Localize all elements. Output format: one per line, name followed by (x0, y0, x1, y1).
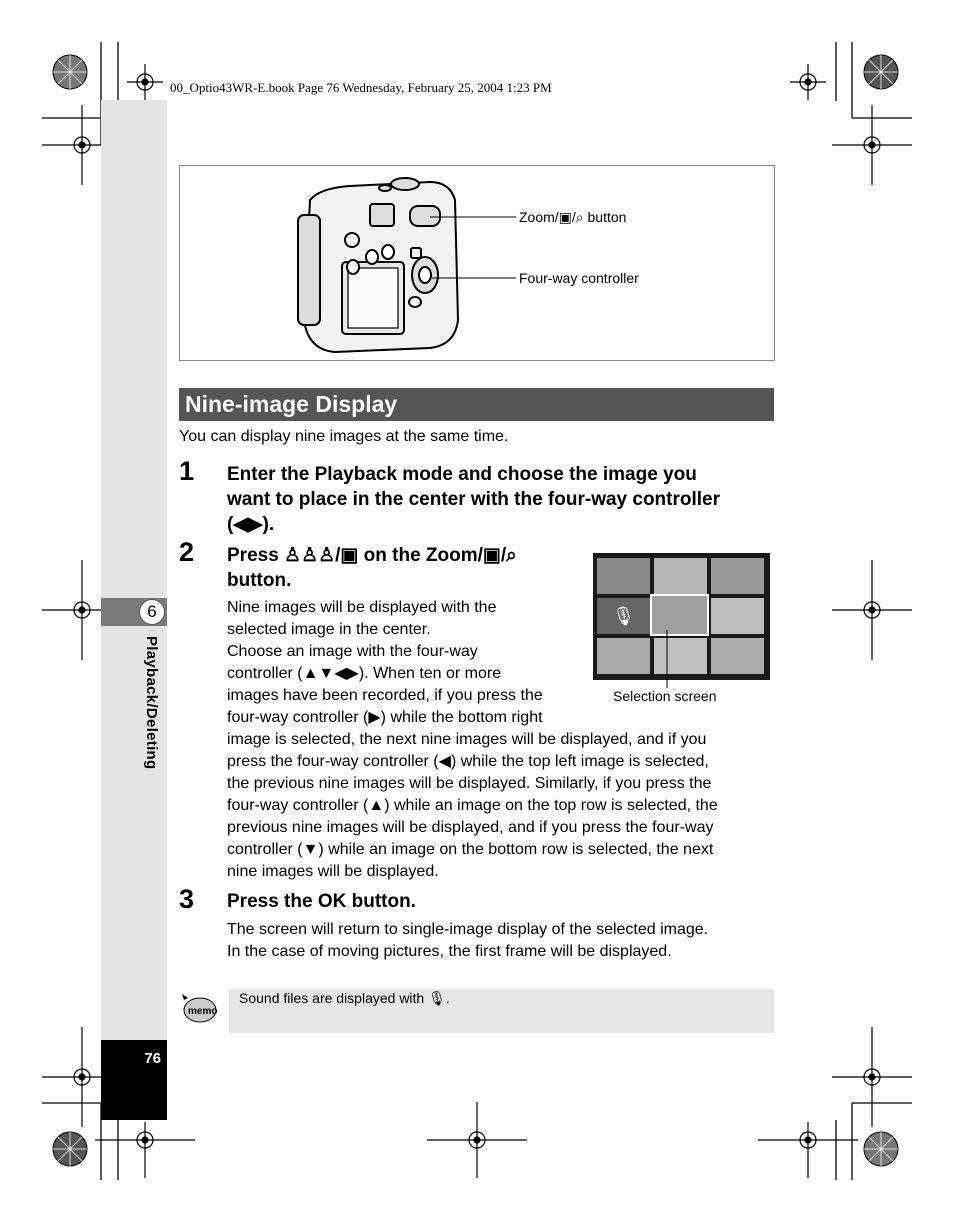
thumbnail (654, 558, 707, 594)
body-line: four-way controller (▲) while an image on the top row is selected, the (227, 797, 718, 814)
step-1-title (227, 462, 777, 537)
section-intro: You can display nine images at the same time. (179, 428, 509, 445)
step-2-title-line: button. (227, 570, 292, 591)
step-1-number: 1 (179, 456, 195, 486)
body-line: images have been recorded, if you press the (227, 687, 543, 704)
four-way-controller-label: Four-way controller (519, 270, 639, 286)
section-heading: Nine-image Display (179, 388, 774, 421)
body-line: image is selected, the next nine images will be displayed, and if you (227, 731, 707, 748)
thumbnail (597, 558, 650, 594)
step-3-title (227, 889, 772, 914)
memo-icon-text: memo (188, 1006, 218, 1017)
page-number: 76 (144, 1050, 161, 1067)
thumbnail (711, 598, 764, 634)
zoom-button-label: Zoom/▣/⌕ button (519, 209, 627, 225)
body-line: controller (▼) while an image on the bottom row is selected, the next (227, 841, 714, 858)
thumbnail (597, 638, 650, 674)
step-1-title-line: Enter the Playback mode and choose the image you (227, 464, 697, 485)
step-2-title (227, 543, 587, 593)
caption-pointer (660, 630, 680, 690)
body-line: selected image in the center. (227, 621, 431, 638)
body-line: previous nine images will be displayed, and if you press the four-way (227, 819, 714, 836)
body-line: nine images will be displayed. (227, 863, 439, 880)
body-line: the previous nine images will be displayed. Similarly, if you press the (227, 775, 712, 792)
selection-screen-caption: Selection screen (613, 688, 717, 704)
body-line: four-way controller (▶) while the bottom right (227, 709, 543, 726)
thumbnail (711, 638, 764, 674)
chapter-title: Playback/Deleting (143, 636, 160, 770)
selection-screen (593, 553, 770, 680)
step-2-title-line: Press ♙♙♙/▣ on the Zoom/▣/⌕ (227, 545, 517, 566)
step-3-body (227, 919, 777, 963)
microphone-icon: 🎙 (597, 598, 650, 634)
body-line: press the four-way controller (◀) while the top left image is selected, (227, 753, 709, 770)
thumbnail-selected (652, 596, 707, 634)
body-line: The screen will return to single-image display of the selected image. (227, 921, 709, 938)
body-line: In the case of moving pictures, the first frame will be displayed. (227, 943, 672, 960)
memo-text: Sound files are displayed with 🎙. (239, 990, 450, 1006)
body-line: Choose an image with the four-way (227, 643, 478, 660)
step-1-title-line: (◀▶). (227, 514, 275, 535)
chapter-number: 6 (139, 599, 165, 625)
step-2-number: 2 (179, 537, 195, 567)
body-line: controller (▲▼◀▶). When ten or more (227, 665, 502, 682)
body-line: Nine images will be displayed with the (227, 599, 497, 616)
memo-icon (180, 990, 218, 1026)
thumbnail (711, 558, 764, 594)
step-3-title-line: Press the OK button. (227, 891, 416, 912)
step-3-number: 3 (179, 884, 195, 914)
book-header: 00_Optio43WR-E.book Page 76 Wednesday, February 25, 2004 1:23 PM (170, 80, 552, 95)
step-1-title-line: want to place in the center with the four-way controller (227, 489, 721, 510)
callout-lines (410, 205, 520, 285)
